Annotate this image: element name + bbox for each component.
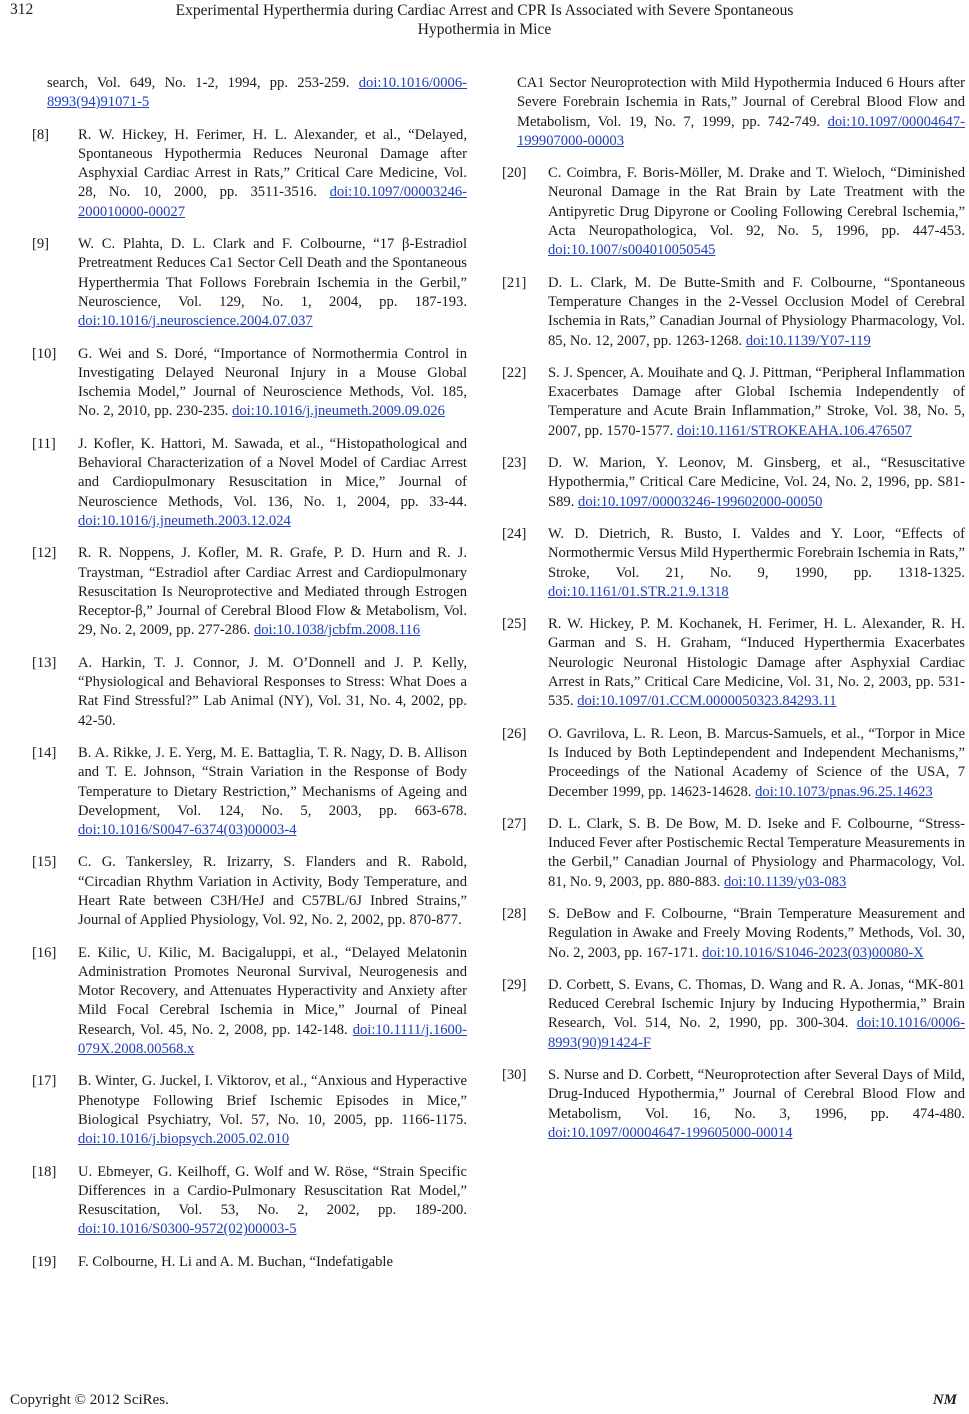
reference-item bbox=[502, 454, 965, 512]
reference-item bbox=[502, 364, 965, 441]
reference-text bbox=[78, 853, 467, 930]
reference-text bbox=[78, 345, 467, 422]
reference-number: [26] bbox=[502, 725, 527, 742]
doi-link[interactable]: doi:10.1139/Y07-119 bbox=[745, 332, 871, 349]
reference-citation: S. Nurse and D. Corbett, “Neuroprotection after Several Days of Mild, Drug-Induced Hypothermia,” Journal of Cerebral Blood Flow and Metabolism, Vol. 16, No. 3, 1996, pp. 474-480. bbox=[548, 1067, 965, 1122]
reference-item bbox=[32, 126, 467, 222]
doi-link[interactable]: doi:10.1097/00004647-199907000-00003 bbox=[517, 113, 965, 149]
reference-text bbox=[548, 905, 965, 963]
running-title-line-2: Hypothermia in Mice bbox=[417, 21, 552, 38]
doi-link[interactable]: doi:10.1016/0006-8993(90)91424-F bbox=[548, 1015, 965, 1051]
reference-number: [17] bbox=[32, 1073, 57, 1090]
reference-item bbox=[32, 654, 467, 731]
reference-text bbox=[548, 364, 965, 441]
journal-abbreviation: NM bbox=[932, 1392, 957, 1408]
reference-number: [14] bbox=[32, 744, 57, 761]
reference-text bbox=[548, 815, 965, 892]
reference-text bbox=[78, 654, 467, 731]
doi-link[interactable]: doi:10.1097/00003246-199602000-00050 bbox=[578, 493, 823, 510]
reference-text bbox=[78, 1072, 467, 1149]
reference-number: [21] bbox=[502, 274, 527, 291]
doi-link[interactable]: doi:10.1016/j.neuroscience.2004.07.037 bbox=[78, 313, 313, 330]
reference-citation: B. A. Rikke, J. E. Yerg, M. E. Battaglia, T. R. Nagy, D. B. Allison and T. E. Johnson, “Strain Variation in the Response of Body Temperature to Dietary Restriction,” Mechanisms of Ageing and Development, Vol. 124, No. 5, 2003, pp. 663-678. bbox=[78, 744, 467, 819]
page-footer bbox=[0, 1392, 969, 1414]
reference-citation: U. Ebmeyer, G. Keilhoff, G. Wolf and W. Röse, “Strain Specific Differences in a Cardio-Pulmonary Resuscitation Rat Model,” Resuscitation, Vol. 53, No. 2, 2002, pp. 189-200. bbox=[78, 1163, 467, 1219]
reference-item bbox=[502, 74, 965, 151]
doi-link[interactable]: doi:10.1016/j.jneumeth.2003.12.024 bbox=[78, 512, 291, 529]
reference-item bbox=[502, 976, 965, 1053]
reference-number: [19] bbox=[32, 1253, 57, 1270]
reference-citation: C. G. Tankersley, R. Irizarry, S. Flanders and R. Rabold, “Circadian Rhythm Variation in Activity, Body Temperature, and Heart Rate between C3H/HeJ and C57BL/6J Inbred Strains,” Journal of Applied Physiology, Vol. 92, No. 2, 2002, pp. 870-877. bbox=[78, 854, 467, 929]
reference-number: [13] bbox=[32, 654, 57, 671]
reference-citation: O. Gavrilova, L. R. Leon, B. Marcus-Samuels, et al., “Torpor in Mice Is Induced by Both Leptindependent and Independent Mechanisms,” Proceedings of the National Academy of Science of the USA, 7 December 1999, pp. 14623-14628. bbox=[548, 725, 965, 800]
reference-citation: G. Wei and S. Doré, “Importance of Normothermia Control in Investigating Delayed Neuronal Injury in a Mouse Global Ischemia Model,” Journal of Neuroscience Methods, Vol. 185, No. 2, 2010, pp. 230-235. bbox=[78, 345, 467, 420]
page-header bbox=[0, 0, 969, 44]
reference-text bbox=[548, 976, 965, 1053]
reference-text bbox=[78, 235, 467, 331]
reference-number: [23] bbox=[502, 455, 527, 472]
reference-number: [16] bbox=[32, 944, 57, 961]
reference-citation: R. R. Noppens, J. Kofler, M. R. Grafe, P. D. Hurn and R. J. Traystman, “Estradiol after Cardiac Arrest and Cardiopulmonary Resuscitation Is Neuroprotective and Mediated through Estrogen Receptor-β,” Journal of Cerebral Blood Flow & Metabolism, Vol. 29, No. 2, 2009, pp. 277-286. bbox=[78, 545, 467, 639]
reference-number: [18] bbox=[32, 1163, 57, 1180]
reference-citation: B. Winter, G. Juckel, I. Viktorov, et al., “Anxious and Hyperactive Phenotype Following Brief Ischemic Episodes in Mice,” Biological Psychiatry, Vol. 57, No. 10, 2005, pp. 1166-1175. bbox=[78, 1073, 467, 1128]
reference-citation: D. W. Marion, Y. Leonov, M. Ginsberg, et al., “Resuscitative Hypothermia,” Critical Care Medicine, Vol. 24, No. 2, 1996, pp. S81-S89. bbox=[548, 455, 965, 510]
doi-link[interactable]: doi:10.1097/00003246-200010000-00027 bbox=[78, 184, 467, 220]
reference-item bbox=[502, 725, 965, 802]
doi-link[interactable]: doi:10.1016/j.jneumeth.2009.09.026 bbox=[232, 403, 445, 420]
reference-citation: search, Vol. 649, No. 1-2, 1994, pp. 253-259. bbox=[47, 75, 350, 91]
reference-citation: D. Corbett, S. Evans, C. Thomas, D. Wang and R. A. Jonas, “MK-801 Reduced Cerebral Ischemic Injury by Inducing Hypothermia,” Brain Research, Vol. 514, No. 2, 1990, pp. 300-304. bbox=[548, 976, 965, 1032]
doi-link[interactable]: doi:10.1161/STROKEAHA.106.476507 bbox=[676, 422, 912, 439]
reference-citation: S. J. Spencer, A. Mouihate and Q. J. Pittman, “Peripheral Inflammation Exacerbates Damage after Global Ischemia Independently of Temperature and Acute Brain Inflammation,” Stroke, Vol. 38, No. 5, 2007, pp. 1570-1577. bbox=[548, 364, 965, 439]
reference-item bbox=[32, 74, 467, 113]
doi-link[interactable]: doi:10.1016/S0047-6374(03)00003-4 bbox=[78, 822, 297, 839]
reference-citation: C. Coimbra, F. Boris-Möller, M. Drake and T. Wieloch, “Diminished Neuronal Damage in the Rat Brain by Late Treatment with the Antipyretic Drug Dipyrone or Cooling Following Cerebral Ischemia,” Acta Neuropathologica, Vol. 92, No. 5, 1996, pp. 447-453. bbox=[548, 165, 965, 240]
reference-item bbox=[502, 274, 965, 351]
reference-text bbox=[548, 1066, 965, 1143]
reference-item bbox=[32, 1253, 467, 1272]
reference-number: [27] bbox=[502, 815, 527, 832]
reference-number: [28] bbox=[502, 905, 527, 922]
reference-citation: E. Kilic, U. Kilic, M. Bacigaluppi, et al., “Delayed Melatonin Administration Promotes Neuronal Survival, Neurogenesis and Motor Recovery, and Attenuates Hyperactivity and Anxiety after Mild Focal Cerebral Ischemia in Mice,” Journal of Pineal Research, Vol. 45, No. 2, 2008, pp. 142-148. bbox=[78, 944, 467, 1038]
doi-link[interactable]: doi:10.1111/j.1600-079X.2008.00568.x bbox=[78, 1021, 467, 1058]
doi-link[interactable]: doi:10.1016/j.biopsych.2005.02.010 bbox=[78, 1131, 290, 1148]
reference-citation: CA1 Sector Neuroprotection with Mild Hypothermia Induced 6 Hours after Severe Forebrain Ischemia in Rats,” Journal of Cerebral Blood Flow and Metabolism, Vol. 19, No. 7, 1999, pp. 742-749. bbox=[517, 75, 965, 130]
reference-item bbox=[32, 853, 467, 930]
doi-link[interactable]: doi:10.1139/y03-083 bbox=[723, 873, 847, 890]
reference-item bbox=[32, 744, 467, 840]
reference-item bbox=[32, 345, 467, 422]
reference-text bbox=[78, 944, 467, 1060]
references-left-column bbox=[32, 74, 467, 1285]
reference-number: [30] bbox=[502, 1067, 527, 1084]
reference-text bbox=[78, 744, 467, 840]
reference-item bbox=[32, 435, 467, 531]
doi-link[interactable]: doi:10.1038/jcbfm.2008.116 bbox=[253, 622, 421, 639]
reference-item bbox=[32, 1072, 467, 1149]
reference-number: [10] bbox=[32, 345, 57, 362]
reference-text bbox=[78, 435, 467, 531]
reference-number: [25] bbox=[502, 616, 527, 633]
reference-item bbox=[502, 1066, 965, 1143]
doi-link[interactable]: doi:10.1007/s004010050545 bbox=[548, 242, 716, 259]
reference-citation: D. L. Clark, S. B. De Bow, M. D. Iseke and F. Colbourne, “Stress-Induced Fever after Postischemic Rectal Temperature Measurements in the Gerbil,” Canadian Journal of Physiology and Pharmacology, Vol. 81, No. 9, 2003, pp. 880-883. bbox=[548, 815, 965, 890]
reference-citation: A. Harkin, T. J. Connor, J. M. O’Donnell and J. P. Kelly, “Physiological and Behavioral Responses to Stress: What Does a Rat Find Stressful?” Lab Animal (NY), Vol. 31, No. 4, 2002, pp. 42-50. bbox=[78, 654, 467, 729]
doi-link[interactable]: doi:10.1161/01.STR.21.9.1318 bbox=[548, 583, 729, 600]
reference-citation: F. Colbourne, H. Li and A. M. Buchan, “Indefatigable bbox=[78, 1253, 393, 1270]
reference-text bbox=[548, 525, 965, 602]
reference-text bbox=[47, 74, 467, 113]
reference-text bbox=[548, 615, 965, 711]
reference-item bbox=[502, 905, 965, 963]
reference-number: [15] bbox=[32, 854, 57, 871]
reference-text bbox=[548, 725, 965, 802]
reference-item bbox=[502, 525, 965, 602]
doi-link[interactable]: doi:10.1016/S0300-9572(02)00003-5 bbox=[78, 1221, 297, 1238]
doi-link[interactable]: doi:10.1073/pnas.96.25.14623 bbox=[755, 783, 933, 800]
reference-number: [24] bbox=[502, 525, 527, 542]
doi-link[interactable]: doi:10.1097/01.CCM.0000050323.84293.11 bbox=[577, 693, 837, 710]
reference-item bbox=[32, 1163, 467, 1240]
reference-text bbox=[548, 454, 965, 512]
reference-text bbox=[548, 164, 965, 260]
reference-citation: W. D. Dietrich, R. Busto, I. Valdes and Y. Loor, “Effects of Normothermic Versus Mild Hyperthermic Forebrain Ischemia in Rats,” Stroke, Vol. 21, No. 9, 1990, pp. 1318-1325. bbox=[548, 525, 965, 581]
doi-link[interactable]: doi:10.1016/S1046-2023(03)00080-X bbox=[702, 944, 924, 961]
reference-item bbox=[32, 944, 467, 1060]
copyright-notice: Copyright © 2012 SciRes. bbox=[10, 1392, 169, 1408]
reference-number: [20] bbox=[502, 165, 527, 182]
reference-item bbox=[32, 544, 467, 640]
reference-citation: D. L. Clark, M. De Butte-Smith and F. Colbourne, “Spontaneous Temperature Changes in the 2-Vessel Occlusion Model of Cerebral Ischemia in Rats,” Canadian Journal of Physiology Pharmacology, Vol. 85, No. 12, 2007, pp. 1263-1268. bbox=[548, 274, 965, 349]
reference-citation: R. W. Hickey, H. Ferimer, H. L. Alexander, et al., “Delayed, Spontaneous Hypothermia Reduces Neuronal Damage after Asphyxial Cardiac Arrest in Rats,” Critical Care Medicine, Vol. 28, No. 10, 2000, pp. 3511-3516. bbox=[78, 126, 467, 201]
reference-text bbox=[78, 544, 467, 640]
reference-citation: R. W. Hickey, P. M. Kochanek, H. Ferimer, H. L. Alexander, R. H. Garman and S. H. Graham, “Induced Hyperthermia Exacerbates Neurologic Neuronal Histologic Damage after Asphyxial Cardiac Arrest in Rats,” Critical Care Medicine, Vol. 31, No. 2, 2003, pp. 531-535. bbox=[548, 616, 965, 710]
references-right-column bbox=[502, 74, 965, 1156]
reference-citation: S. DeBow and F. Colbourne, “Brain Temperature Measurement and Regulation in Awake and Freely Moving Rodents,” Methods, Vol. 30, No. 2, 2003, pp. 167-171. bbox=[548, 905, 965, 961]
running-title bbox=[100, 1, 869, 39]
reference-item bbox=[502, 164, 965, 260]
reference-number: [29] bbox=[502, 976, 527, 993]
page-number: 312 bbox=[10, 1, 34, 18]
reference-item bbox=[502, 815, 965, 892]
reference-number: [9] bbox=[32, 236, 50, 253]
reference-citation: J. Kofler, K. Hattori, M. Sawada, et al., “Histopathological and Behavioral Characterization of a Novel Model of Cardiac Arrest and Cardiopulmonary Resuscitation in Mice,” Journal of Neuroscience Methods, Vol. 136, No. 1, 2004, pp. 33-44. bbox=[78, 435, 467, 510]
reference-text bbox=[78, 1253, 467, 1272]
reference-item bbox=[502, 615, 965, 711]
reference-text bbox=[78, 126, 467, 222]
running-title-line-1: Experimental Hyperthermia during Cardiac Arrest and CPR Is Associated with Severe Spontaneous bbox=[175, 2, 794, 19]
reference-citation: W. C. Plahta, D. L. Clark and F. Colbourne, “17 β-Estradiol Pretreatment Reduces Ca1 Sector Cell Death and the Spontaneous Hyperthermia That Follows Forebrain Ischemia in the Gerbil,” Neuroscience, Vol. 129, No. 1, 2004, pp. 187-193. bbox=[78, 236, 467, 310]
reference-text bbox=[78, 1163, 467, 1240]
reference-number: [11] bbox=[32, 435, 56, 452]
reference-text bbox=[548, 274, 965, 351]
reference-text bbox=[517, 74, 965, 151]
doi-link[interactable]: doi:10.1097/00004647-199605000-00014 bbox=[548, 1124, 793, 1141]
reference-number: [12] bbox=[32, 545, 57, 562]
reference-number: [8] bbox=[32, 126, 50, 143]
reference-item bbox=[32, 235, 467, 331]
reference-number: [22] bbox=[502, 364, 527, 381]
doi-link[interactable]: doi:10.1016/0006-8993(94)91071-5 bbox=[47, 75, 467, 111]
